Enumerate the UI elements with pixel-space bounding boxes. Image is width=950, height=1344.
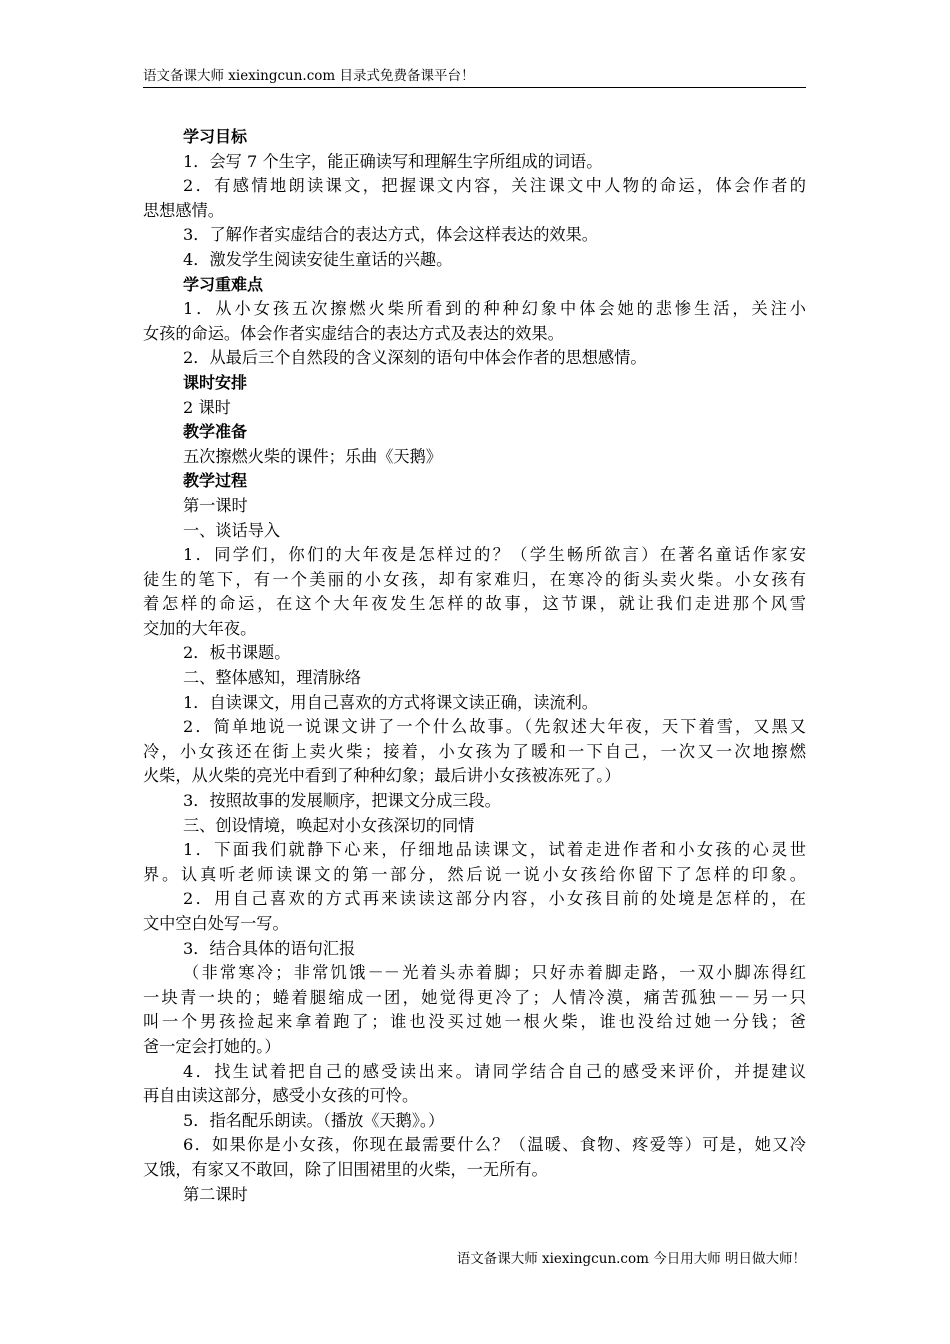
paragraph-line: 4．找生试着把自己的感受读出来。请同学结合自己的感受来评价，并提建议	[183, 1061, 806, 1081]
paragraph-line: 再自由读这部分，感受小女孩的可怜。	[143, 1086, 419, 1106]
paragraph-line: 2．从最后三个自然段的含义深刻的语句中体会作者的思想感情。	[183, 348, 647, 368]
paragraph-line: 2．简单地说一说课文讲了一个什么故事。（先叙述大年夜，天下着雪，又黑又	[183, 717, 806, 737]
section-heading-objectives: 学习目标	[183, 127, 248, 146]
section-heading-preparation: 教学准备	[183, 422, 248, 442]
paragraph-line: 又饿，有家又不敢回，除了旧围裙里的火柴，一无所有。	[143, 1159, 548, 1179]
paragraph-line: 爸一定会打她的。）	[143, 1036, 281, 1056]
document-body	[143, 125, 806, 1207]
paragraph-line: 2．有感情地朗读课文，把握课文内容，关注课文中人物的命运，体会作者的	[183, 176, 806, 196]
paragraph-line: 女孩的命运。体会作者实虚结合的表达方式及表达的效果。	[143, 323, 564, 343]
paragraph-line: 五次擦燃火柴的课件；乐曲《天鹅》	[183, 446, 442, 466]
paragraph-line: 5．指名配乐朗读。（播放《天鹅》。）	[183, 1110, 445, 1130]
lesson-title: 第二课时	[183, 1184, 248, 1204]
paragraph-line: 2．板书课题。	[183, 643, 291, 663]
paragraph-line: 一块青一块的；蜷着腿缩成一团，她觉得更冷了；人情冷漠，痛苦孤独－－另一只	[143, 987, 806, 1007]
page-header: 语文备课大师 xiexingcun.com 目录式免费备课平台！	[143, 68, 475, 84]
lesson-title: 第一课时	[183, 495, 248, 515]
paragraph-line: 6．如果你是小女孩，你现在最需要什么？（温暖、食物、疼爱等）可是，她又冷	[183, 1135, 806, 1155]
paragraph-line: 4．激发学生阅读安徒生童话的兴趣。	[183, 249, 453, 269]
paragraph-line: 徒生的笔下，有一个美丽的小女孩，却有家难归，在寒冷的街头卖火柴。小女孩有	[143, 569, 806, 589]
subsection-title: 一、谈话导入	[183, 520, 281, 540]
subsection-title: 二、整体感知，理清脉络	[183, 668, 362, 688]
subsection-title: 三、创设情境，唤起对小女孩深切的同情	[183, 815, 475, 835]
paragraph-line: 1．会写 7 个生字，能正确读写和理解生字所组成的词语。	[183, 151, 603, 171]
paragraph-line: 2．用自己喜欢的方式再来读读这部分内容，小女孩目前的处境是怎样的，在	[183, 889, 806, 909]
paragraph-line: 1．自读课文，用自己喜欢的方式将课文读正确，读流利。	[183, 692, 598, 712]
section-heading-process: 教学过程	[183, 471, 248, 491]
paragraph-line: 3．了解作者实虚结合的表达方式，体会这样表达的效果。	[183, 225, 598, 245]
section-heading-key-points: 学习重难点	[183, 274, 264, 294]
paragraph-line: 交加的大年夜。	[143, 618, 257, 638]
header-divider	[143, 87, 806, 88]
page-footer: 语文备课大师 xiexingcun.com 今日用大师 明日做大师！	[456, 1251, 806, 1267]
paragraph-line: 1．同学们，你们的大年夜是怎样过的？（学生畅所欲言）在著名童话作家安	[183, 545, 806, 565]
paragraph-line: 火柴，从火柴的亮光中看到了种种幻象；最后讲小女孩被冻死了。）	[143, 766, 621, 786]
paragraph-line: 3．结合具体的语句汇报	[183, 938, 356, 958]
paragraph-line: 3．按照故事的发展顺序，把课文分成三段。	[183, 791, 501, 811]
paragraph-line: 思想感情。	[143, 200, 224, 220]
paragraph-line: 1．从小女孩五次擦燃火柴所看到的种种幻象中体会她的悲惨生活，关注小	[183, 299, 806, 319]
paragraph-line: 叫一个男孩捡起来拿着跑了；谁也没买过她一根火柴，谁也没给过她一分钱；爸	[143, 1012, 806, 1032]
paragraph-line: 冷，小女孩还在街上卖火柴；接着，小女孩为了暖和一下自己，一次又一次地擦燃	[143, 741, 806, 761]
paragraph-line: 文中空白处写一写。	[143, 914, 289, 933]
paragraph-line: （非常寒冷；非常饥饿－－光着头赤着脚；只好赤着脚走路，一双小脚冻得红	[183, 963, 806, 983]
section-heading-schedule: 课时安排	[183, 372, 248, 392]
paragraph-line: 2 课时	[183, 397, 231, 417]
paragraph-line: 界。认真听老师读课文的第一部分，然后说一说小女孩给你留下了怎样的印象。	[143, 864, 806, 884]
paragraph-line: 1．下面我们就静下心来，仔细地品读课文，试着走进作者和小女孩的心灵世	[183, 840, 806, 860]
paragraph-line: 着怎样的命运，在这个大年夜发生怎样的故事，这节课，就让我们走进那个风雪	[143, 594, 806, 614]
